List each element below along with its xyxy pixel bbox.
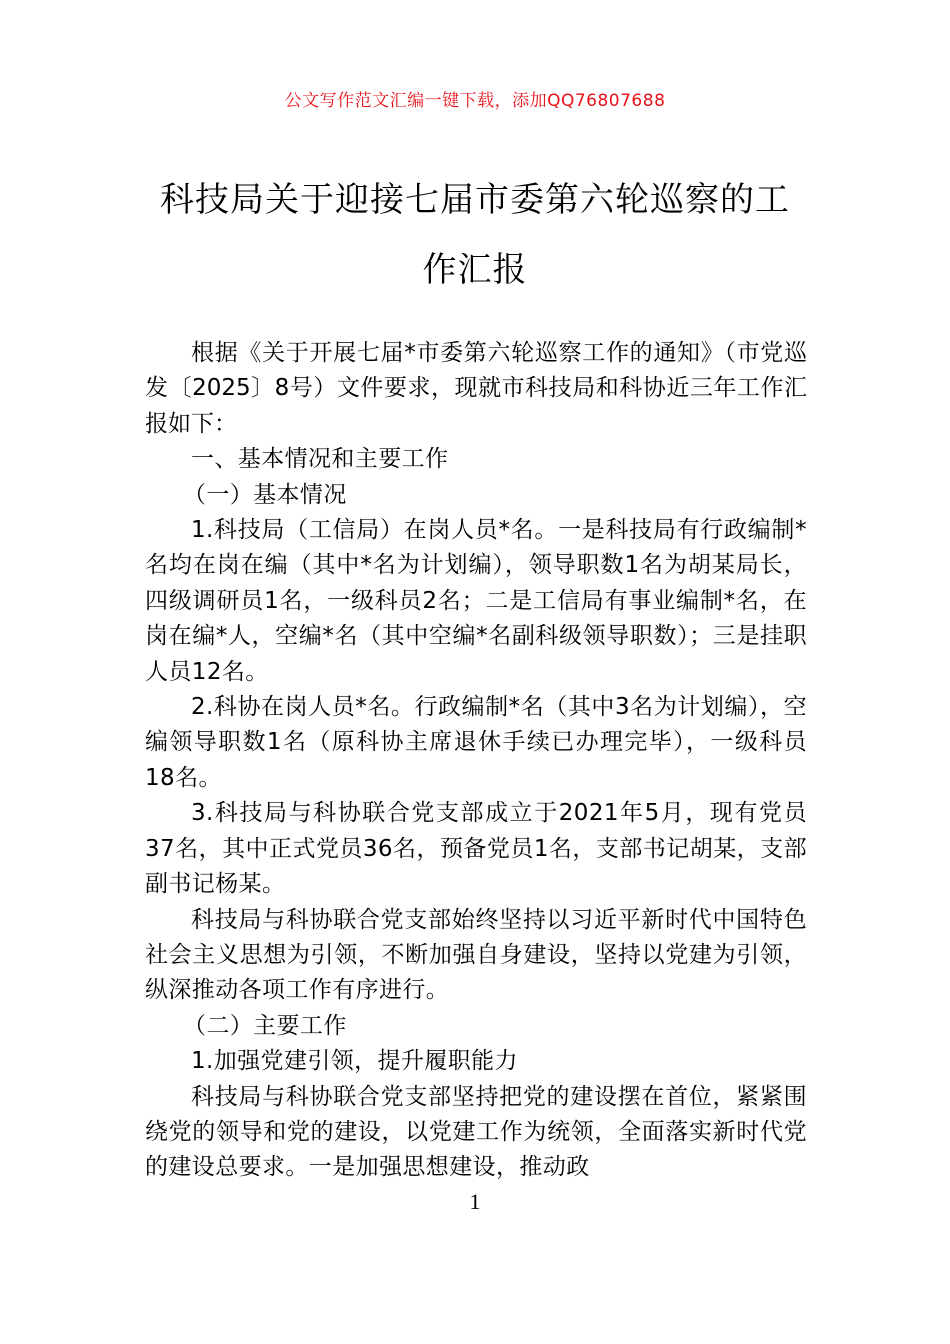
title-line-1: 科技局关于迎接七届市委第六轮巡察的工 [160,180,790,220]
subsection-heading-main-work: （二）主要工作 [182,1012,347,1039]
paragraph-intro: 根据《关于开展七届*市委第六轮巡察工作的通知》（市党巡发〔2025〕8号）文件要求，现就市科技局和科协近三年工作汇报如下： [145,340,807,437]
subsection-heading-basic: （一）基本情况 [182,481,347,508]
paragraph-staff-kexie: 2.科协在岗人员*名。行政编制*名（其中3名为计划编），空编领导职数1名（原科协主席退休手续已办理完毕），一级科员18名。 [145,694,807,791]
paragraph-staff-keji: 1.科技局（工信局）在岗人员*名。一是科技局有行政编制*名均在岗在编（其中*名为计划编），领导职数1名为胡某局长，四级调研员1名，一级科员2名；二是工信局有事业编制*名，在岗在编*人，空编*名（其中空编*名副科级领导职数）；三是挂职人员12名。 [145,517,807,685]
paragraph-branch-guidance: 科技局与科协联合党支部始终坚持以习近平新时代中国特色社会主义思想为引领，不断加强自身建设，坚持以党建为引领，纵深推动各项工作有序进行。 [145,906,807,1004]
paragraph-party-branch: 3.科技局与科协联合党支部成立于2021年5月，现有党员37名，其中正式党员36名，预备党员1名，支部书记胡某，支部副书记杨某。 [145,800,807,898]
item-heading-party-building: 1.加强党建引领，提升履职能力 [191,1048,518,1075]
document-body [145,336,807,1186]
paragraph-party-building: 科技局与科协联合党支部坚持把党的建设摆在首位，紧紧围绕党的领导和党的建设，以党建工作为统领，全面落实新时代党的建设总要求。一是加强思想建设，推动政 [145,1083,807,1181]
title-line-2: 作汇报 [422,250,528,290]
section-heading-1: 一、基本情况和主要工作 [191,446,449,473]
page-number: 1 [469,1189,481,1214]
header-download-note[interactable]: 公文写作范文汇编一键下载，添加QQ76807688 [284,91,666,111]
document-title [145,165,805,305]
